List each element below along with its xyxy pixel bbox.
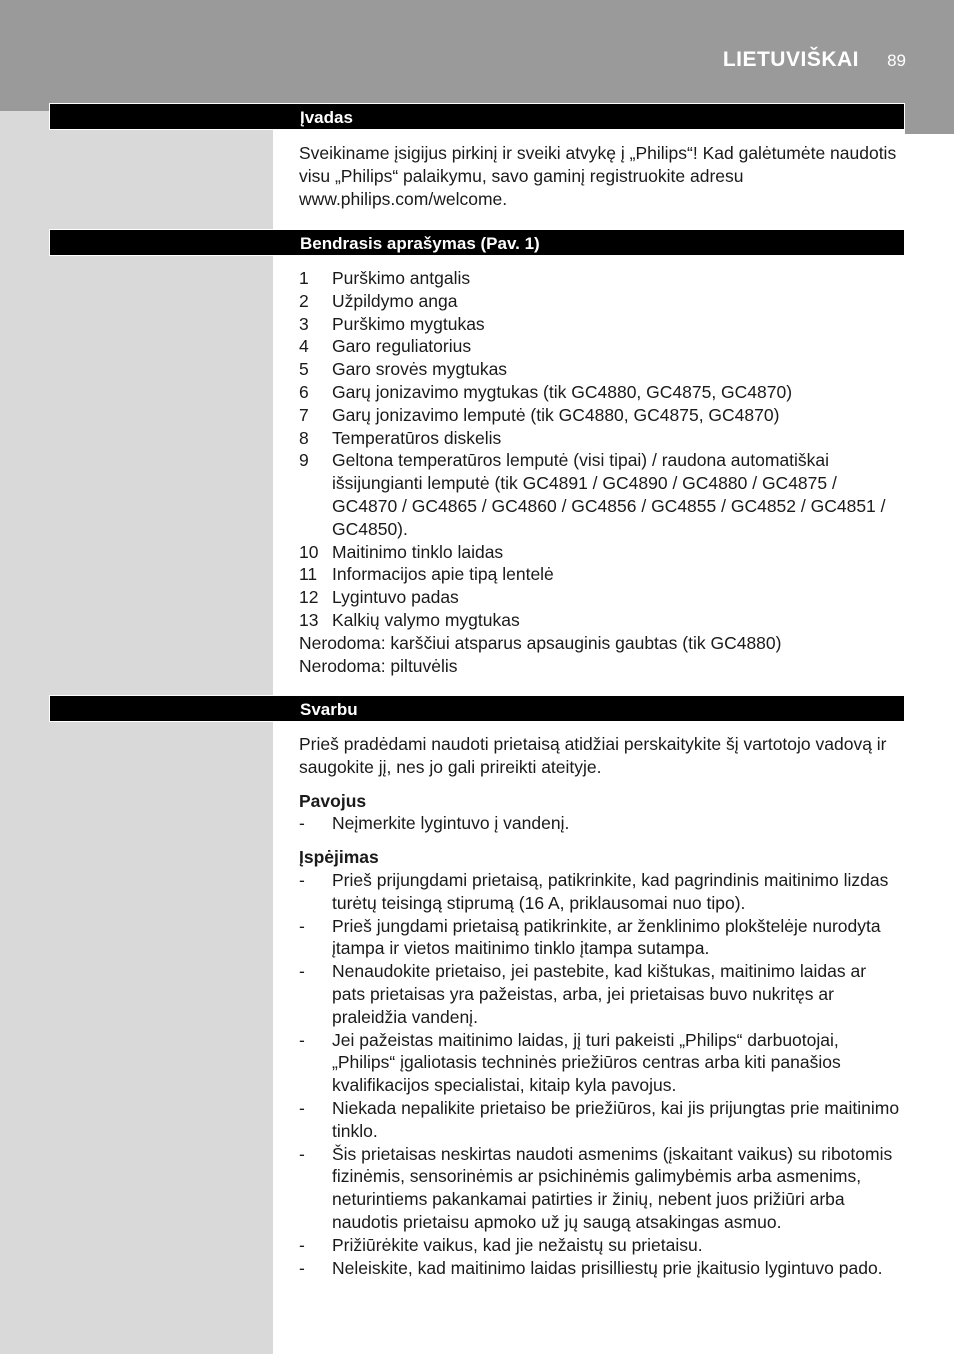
- list-marker: -: [299, 1234, 305, 1255]
- list-item-text: Garų jonizavimo lemputė (tik GC4880, GC4875, GC4870): [332, 404, 780, 425]
- not-shown-note: Nerodoma: karščiui atsparus apsauginis gaubtas (tik GC4880): [299, 632, 782, 653]
- list-item-text: Neįmerkite lygintuvo į vandenį.: [332, 813, 570, 834]
- list-marker: -: [299, 1143, 305, 1164]
- section-title: Įvadas: [300, 108, 353, 127]
- warning-item: [299, 960, 903, 1028]
- warning-item: [299, 915, 903, 961]
- list-item-text: Informacijos apie tipą lentelė: [332, 564, 554, 585]
- warning-list: [299, 869, 903, 1279]
- list-item-text: Prieš prijungdami prietaisą, patikrinkite, kad pagrindinis maitinimo lizdas turėtų teisingą stiprumą (16 A, priklausomai nuo tipo).: [332, 869, 889, 913]
- list-item-text: Maitinimo tinklo laidas: [332, 541, 504, 562]
- list-marker: 12: [299, 587, 319, 608]
- list-item-text: Nenaudokite prietaiso, jei pastebite, kad kištukas, maitinimo laidas ar pats prietaisas yra pažeistas, arba, jei prietaisas buvo nukritęs ar praleidžia vandenį.: [332, 961, 867, 1027]
- list-marker: 13: [299, 609, 319, 630]
- warning-item: [299, 869, 903, 915]
- left-margin-column: [0, 111, 273, 1354]
- list-item-text: Neleiskite, kad maitinimo laidas prisilliestų prie įkaitusio lygintuvo pado.: [332, 1257, 883, 1278]
- list-marker: 9: [299, 450, 309, 471]
- list-marker: 2: [299, 290, 309, 311]
- list-item-text: Temperatūros diskelis: [332, 427, 502, 448]
- list-item-text: Prieš jungdami prietaisą patikrinkite, ar ženklinimo plokštelėje nurodyta įtampa ir vietos maitinimo tinklo įtampa sutampa.: [332, 915, 881, 959]
- parts-list-item: [299, 563, 903, 586]
- parts-list-item: [299, 541, 903, 564]
- parts-list-item: [299, 586, 903, 609]
- important-intro: Prieš pradėdami naudoti prietaisą atidžiai perskaitykite šį vartotojo vadovą ir saugokite jį, nes jo gali prireikti ateityje.: [299, 734, 887, 777]
- warning-item: [299, 1257, 903, 1280]
- parts-list-item: [299, 609, 903, 632]
- list-marker: 11: [299, 564, 318, 585]
- description-block: [299, 267, 903, 677]
- not-shown-note: Nerodoma: piltuvėlis: [299, 655, 458, 676]
- list-item-text: Garo reguliatorius: [332, 336, 472, 357]
- list-marker: 6: [299, 381, 309, 402]
- list-marker: -: [299, 1257, 305, 1278]
- warning-item: [299, 1029, 903, 1097]
- list-item-text: Garų jonizavimo mygtukas (tik GC4880, GC4875, GC4870): [332, 381, 793, 402]
- list-item-text: Purškimo mygtukas: [332, 313, 485, 334]
- parts-list-item: [299, 313, 903, 336]
- parts-list-item: [299, 449, 903, 540]
- list-marker: 10: [299, 541, 319, 562]
- parts-list-item: [299, 358, 903, 381]
- list-marker: 3: [299, 313, 309, 334]
- list-marker: 7: [299, 404, 309, 425]
- danger-title: Pavojus: [299, 790, 367, 811]
- parts-list: [299, 267, 903, 632]
- parts-list-item: [299, 381, 903, 404]
- warning-item: [299, 1143, 903, 1234]
- section-heading-intro: [49, 103, 905, 130]
- page-header-band: [0, 0, 954, 111]
- list-item-text: Lygintuvo padas: [332, 587, 459, 608]
- list-marker: -: [299, 813, 305, 834]
- list-marker: -: [299, 1029, 305, 1050]
- warning-title: Įspėjimas: [299, 847, 379, 868]
- important-block: [299, 733, 903, 1279]
- list-marker: -: [299, 869, 305, 890]
- parts-list-item: [299, 267, 903, 290]
- list-item-text: Prižiūrėkite vaikus, kad jie nežaistų su prietaisu.: [332, 1234, 703, 1255]
- parts-list-item: [299, 290, 903, 313]
- list-item-text: Jei pažeistas maitinimo laidas, jį turi pakeisti „Philips“ darbuotojai, „Philips“ įgaliotasis techninės priežiūros centras arba kiti panašios kvalifikacijos specialistai, kitaip kyla pavojus.: [332, 1029, 841, 1096]
- list-item-text: Kalkių valymo mygtukas: [332, 609, 520, 630]
- parts-list-item: [299, 427, 903, 450]
- list-marker: -: [299, 915, 305, 936]
- list-item-text: Užpildymo anga: [332, 290, 458, 311]
- section-title: Svarbu: [300, 700, 358, 719]
- list-marker: -: [299, 961, 305, 982]
- list-marker: 4: [299, 336, 309, 357]
- language-label: LIETUVIŠKAI: [722, 48, 859, 71]
- page-number: 89: [887, 51, 906, 70]
- warning-item: [299, 1097, 903, 1143]
- list-item-text: Garo srovės mygtukas: [332, 359, 508, 380]
- danger-list: [299, 812, 903, 835]
- intro-block: [299, 142, 903, 210]
- list-marker: -: [299, 1097, 305, 1118]
- list-item-text: Purškimo antgalis: [332, 268, 471, 288]
- parts-list-item: [299, 335, 903, 358]
- list-item-text: Geltona temperatūros lemputė (visi tipai) / raudona automatiškai išsijungianti lemputė (tik GC4891 / GC4890 / GC4880 / GC4875 / GC4870 / GC4865 / GC4860 / GC4856 / GC4855 / GC4852 / GC4851 / GC4850).: [332, 450, 886, 539]
- section-heading-description: [49, 229, 905, 256]
- section-heading-important: [49, 695, 905, 722]
- danger-item: [299, 812, 903, 835]
- parts-list-item: [299, 404, 903, 427]
- section-title: Bendrasis aprašymas (Pav. 1): [300, 234, 540, 253]
- list-marker: 1: [299, 268, 309, 288]
- warning-item: [299, 1234, 903, 1257]
- list-marker: 5: [299, 359, 309, 380]
- intro-text: Sveikiname įsigijus pirkinį ir sveiki atvykę į „Philips“! Kad galėtumėte naudotis visu „Philips“ palaikymu, savo gaminį registruokite adresu www.philips.com/welcome.: [299, 143, 897, 209]
- list-item-text: Šis prietaisas neskirtas naudoti asmenims (įskaitant vaikus) su ribotomis fizinėmis, sensorinėmis ar psichinėmis galimybėmis arba asmenims, neturintiems pakankamai patirties ir žinių, nebent juos prižiūri arba naudotis prietaisu apmoko už jų saugą atsakingas asmuo.: [332, 1143, 893, 1232]
- header-tail: [905, 111, 954, 134]
- list-item-text: Niekada nepalikite prietaiso be priežiūros, kai jis prijungtas prie maitinimo tinklo.: [332, 1097, 900, 1141]
- list-marker: 8: [299, 427, 309, 448]
